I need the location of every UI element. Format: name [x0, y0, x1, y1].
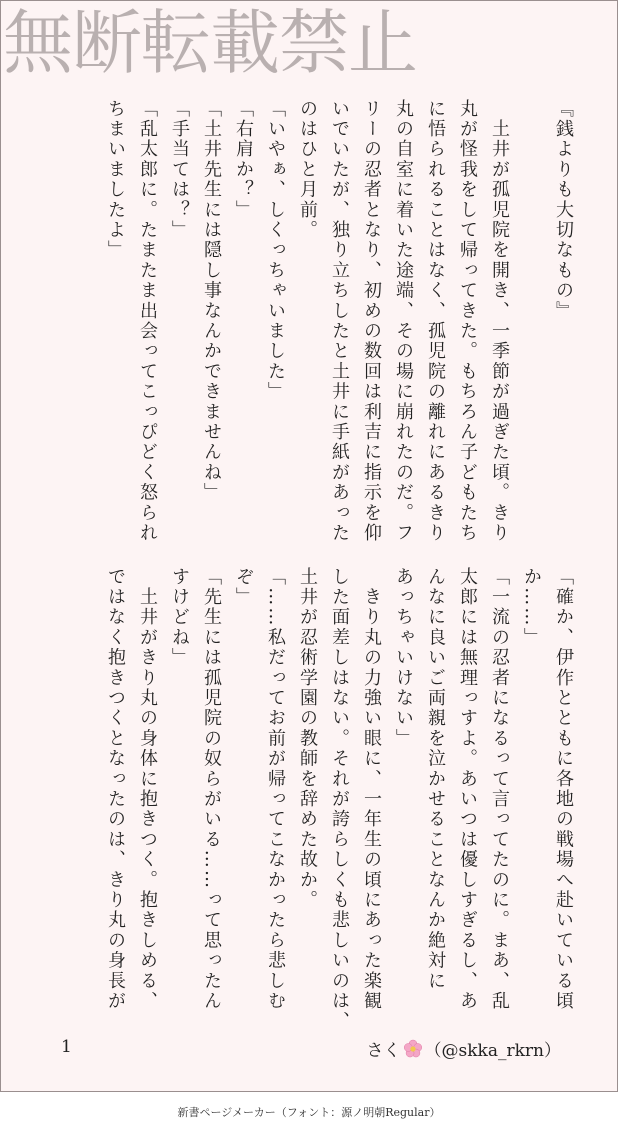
top-text-line: 「土井先生には隠し事なんかできませんね」	[201, 99, 222, 503]
top-text-line: 丸の自室に着いた途端、その場に崩れたのだ。フ	[393, 99, 414, 544]
text-column-bottom	[99, 567, 579, 1032]
bottom-text-line: 土井がきり丸の身体に抱きつく。抱きしめる、	[137, 567, 158, 1012]
top-text-line: のはひと月前。	[297, 99, 318, 241]
top-text-line: 丸が怪我をして帰ってきた。もちろん子どもたち	[457, 99, 478, 544]
top-text-line: いでいたが、独り立ちしたと土井に手紙があった	[329, 99, 350, 544]
bottom-text-line: ぞ」	[233, 567, 254, 608]
author-signature	[367, 1036, 561, 1061]
generator-credit: 新書ページメーカー（フォント：源ノ明朝Regular）	[177, 1106, 441, 1119]
top-text-line: に悟られることはなく、孤児院の離れにあるきり	[425, 99, 446, 544]
bottom-text-line: きり丸の力強い眼に、一年生の頃にあった楽観	[361, 567, 382, 1012]
top-text-line: 「乱太郎に。たまたま出会ってこっぴどく怒られ	[137, 99, 158, 544]
author-handle: （@skka_rkrn）	[424, 1041, 561, 1061]
top-text-line: 『銭よりも大切なもの』	[553, 99, 574, 322]
bottom-text-line: あっちゃいけない」	[393, 567, 414, 749]
bottom-text-line: 「先生には孤児院の奴らがいる……って思ったん	[201, 567, 222, 1012]
top-text-line: リーの忍者となり、初めの数回は利吉に指示を仰	[361, 99, 382, 544]
author-name: さく	[366, 1041, 401, 1061]
bottom-text-line: か……」	[521, 567, 542, 648]
bottom-text-line: 太郎には無理っすよ。あいつは優しすぎるし、あ	[457, 567, 478, 1012]
top-text-line: 「右肩か？」	[233, 99, 254, 221]
bottom-text-line: 「一流の忍者になるって言ってたのに。まあ、乱	[489, 567, 510, 1012]
bottom-text-line: 土井が忍術学園の教師を辞めた故か。	[297, 567, 318, 911]
bottom-text-line: した面差しはない。それが誇らしくも悲しいのは、	[329, 567, 350, 1032]
bottom-text-line: すけどね」	[169, 567, 190, 668]
cherry-blossom-icon	[403, 1039, 423, 1059]
top-text-line: ちまいましたよ」	[105, 99, 126, 261]
bottom-text-line: んなに良いご両親を泣かせることなんか絶対に	[425, 567, 446, 992]
bottom-text-line: ではなく抱きつくとなったのは、きり丸の身長が	[105, 567, 126, 1012]
top-text-line: 「いやぁ、しくっちゃいました」	[265, 99, 286, 402]
top-text-line: 土井が孤児院を開き、一季節が過ぎた頃。きり	[489, 99, 510, 544]
page-number: 1	[61, 1037, 72, 1057]
bottom-text-line: 「確か、伊作とともに各地の戦場へ赴いている頃	[553, 567, 574, 1012]
watermark: 無断転載禁止	[3, 2, 417, 84]
top-text-line	[515, 99, 547, 529]
top-text-line: 「手当ては？」	[169, 99, 190, 241]
bottom-text-line: 「……私だってお前が帰ってこなかったら悲しむ	[265, 567, 286, 1012]
text-column-top	[99, 99, 579, 544]
